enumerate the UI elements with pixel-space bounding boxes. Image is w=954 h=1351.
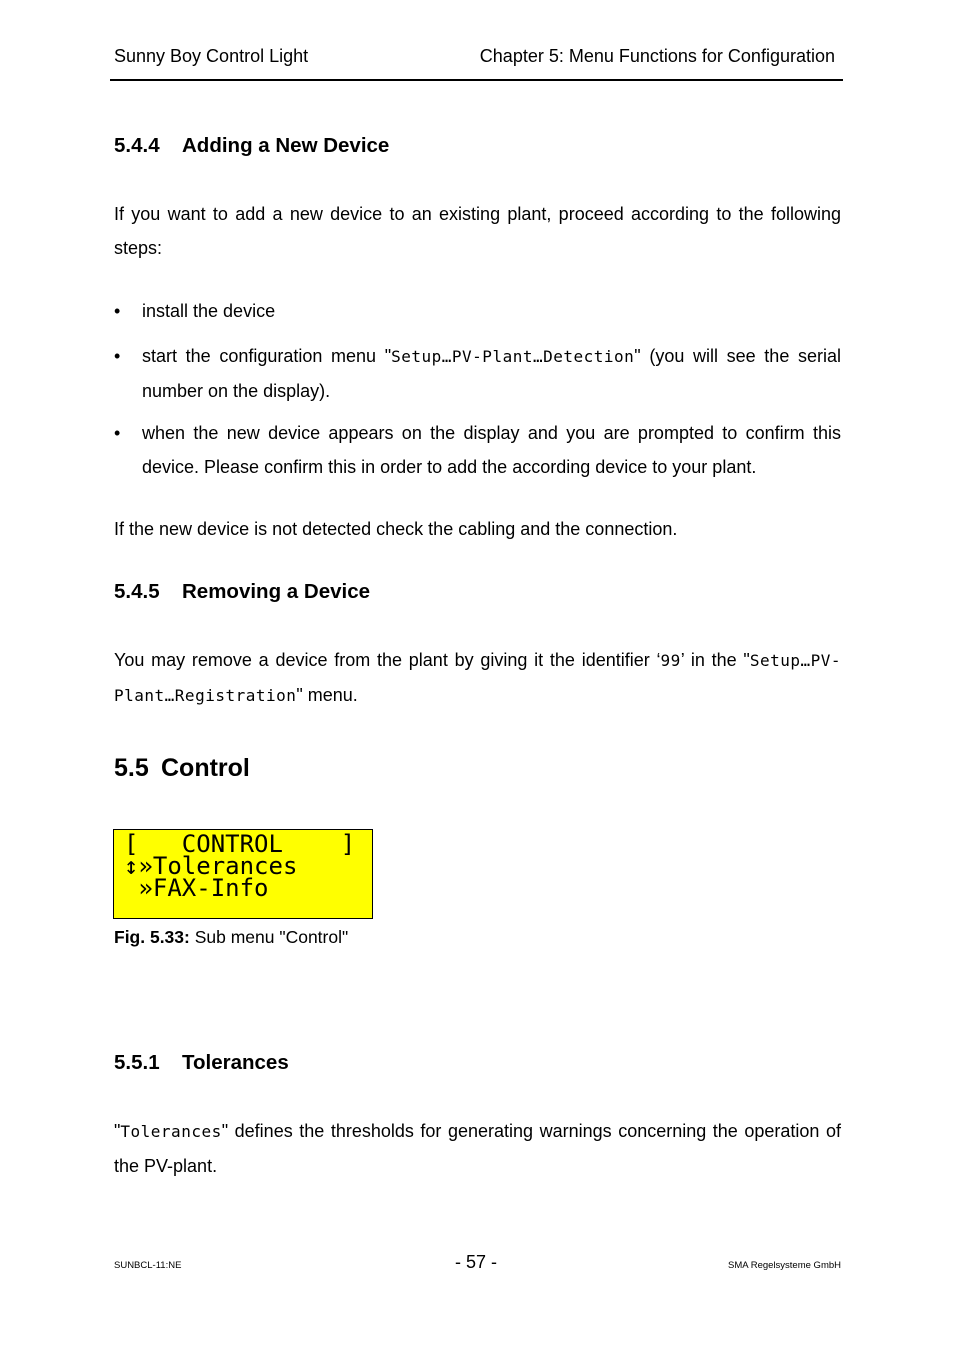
paragraph-intro: If you want to add a new device to an existing plant, proceed according to the following steps: xyxy=(114,204,841,258)
figure-label: Fig. 5.33: xyxy=(114,927,190,947)
section-title: Removing a Device xyxy=(182,580,370,603)
menu-path-code: Setup…PV-Plant…Detection xyxy=(391,347,635,366)
paragraph-tolerances: "Tolerances" defines the thresholds for generating warnings concerning the operation of the PV-plant. xyxy=(114,1121,841,1176)
list-item-text: when the new device appears on the display and you are prompted to confirm this device. Please confirm this in order to add the according device to your plant. xyxy=(142,423,841,477)
lcd-line-3: »FAX-Info xyxy=(124,874,269,902)
section-heading-5-4-4 xyxy=(114,134,389,158)
lcd-display xyxy=(113,829,373,919)
list-item xyxy=(114,339,841,408)
section-title: Adding a New Device xyxy=(182,134,390,157)
section-number: 5.5.1 xyxy=(114,1051,160,1074)
section-number: 5.4.5 xyxy=(114,580,160,603)
section-heading-5-5 xyxy=(114,754,250,783)
paragraph-outro: If the new device is not detected check the cabling and the connection. xyxy=(114,519,678,539)
list-item-text: start the configuration menu "Setup…PV-Plant…Detection" (you will see the serial number on the display). xyxy=(142,346,841,401)
section-number: 5.4.4 xyxy=(114,134,160,157)
section-heading-5-5-1 xyxy=(114,1051,289,1075)
running-header-title: Sunny Boy Control Light xyxy=(114,46,309,66)
page-number: - 57 - xyxy=(455,1252,498,1272)
list-item xyxy=(114,416,841,484)
bullet-icon: • xyxy=(114,346,121,366)
bullet-icon: • xyxy=(114,423,121,443)
list-item xyxy=(114,294,841,328)
footer-company: SMA Regelsysteme GmbH xyxy=(728,1260,841,1271)
identifier-code: 99 xyxy=(660,651,681,670)
figure-caption-text: Sub menu "Control" xyxy=(189,927,349,947)
menu-item-code: Tolerances xyxy=(120,1122,222,1141)
footer-doc-code: SUNBCL-11:NE xyxy=(114,1260,182,1271)
section-title: Control xyxy=(161,754,250,782)
section-number: 5.5 xyxy=(114,754,149,782)
paragraph-remove-device: You may remove a device from the plant by giving it the identifier ‘99’ in the "Setup…PV-Plant…Registration" menu. xyxy=(114,650,842,705)
section-title: Tolerances xyxy=(182,1051,289,1074)
figure-caption xyxy=(114,927,348,948)
lcd-line-1: [ CONTROL ] xyxy=(124,830,356,858)
header-rule xyxy=(110,79,843,81)
section-heading-5-4-5 xyxy=(114,580,370,604)
lcd-line-2: ↕»Tolerances xyxy=(124,852,298,880)
menu-path-code: Setup…PV-Plant…Registration xyxy=(114,651,842,705)
list-item-text: install the device xyxy=(142,301,276,321)
running-header-chapter: Chapter 5: Menu Functions for Configuration xyxy=(479,46,835,66)
bullet-icon: • xyxy=(114,301,121,321)
